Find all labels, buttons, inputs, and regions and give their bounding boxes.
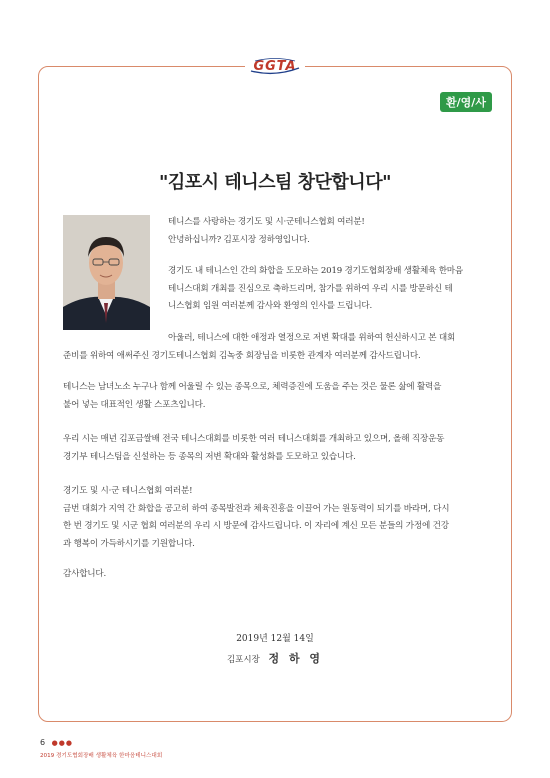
text-line: 감사합니다. (63, 569, 107, 579)
text-line: 불어 넣는 대표적인 생활 스포츠입니다. (63, 399, 206, 410)
paragraph-city (63, 431, 444, 466)
signer-position: 김포시장 (226, 655, 260, 665)
footer-dots: ●●● (51, 739, 73, 747)
text-line: 경기도 내 테니스인 간의 화합을 도모하는 2019 경기도협회장배 생활체육 한마음 (168, 266, 464, 276)
text-line: 아울러, 테니스에 대한 애정과 열정으로 저변 확대를 위하여 헌신하시고 본 대회 (168, 333, 456, 343)
text-line: 우리 시는 매년 김포금쌀배 전국 테니스대회를 비롯한 여러 테니스대회를 개최하고 있으며, 올해 직장운동 (63, 434, 445, 444)
text-line: 금번 대회가 지역 간 화합을 공고히 하여 종목발전과 체육진흥을 이끌어 가는 원동력이 되기를 바라며, 다시 (63, 503, 450, 514)
page-number-line (40, 738, 73, 747)
text-line: 경기부 테니스팀을 신설하는 등 종목의 저변 확대와 활성화를 도모하고 있습니다. (63, 451, 356, 462)
logo-swoosh-icon (245, 55, 305, 77)
text-line: 니스협회 임원 여러분께 감사와 환영의 인사를 드립니다. (168, 301, 373, 311)
text-line: 과 행복이 가득하시기를 기원합니다. (63, 538, 195, 549)
footer-event-name: 2019 경기도협회장배 생활체육 한마음테니스대회 (40, 753, 163, 759)
text-line: 테니스대회 개최를 진심으로 축하드리며, 참가를 위하여 우리 시를 방문하신 테 (168, 283, 453, 294)
paragraph-thanks (63, 330, 455, 365)
ggta-logo (245, 55, 305, 77)
paragraph-greeting (168, 214, 365, 249)
text-line: 경기도 및 시·군 테니스협회 여러분! (63, 486, 193, 496)
text-line: 한 번 경기도 및 시군 협회 여러분의 우리 시 방문에 감사드립니다. 이 자리에 계신 모든 분들의 가정에 건강 (63, 521, 449, 531)
paragraph-congratulation (168, 263, 463, 316)
signer-name: 정 하 영 (268, 652, 324, 665)
mayor-portrait-photo (63, 215, 150, 330)
paragraph-tennis (63, 379, 441, 414)
text-line: 테니스를 사랑하는 경기도 및 시·군테니스협회 여러분! (168, 217, 365, 227)
page-title: "김포시 테니스팀 창단합니다" (159, 172, 391, 193)
text-line: 테니스는 남녀노소 누구나 함께 어울릴 수 있는 종목으로, 체력증진에 도움을 주는 것은 물론 삶에 활력을 (63, 382, 442, 392)
logo-text: GGTA (253, 58, 297, 74)
signature-line (0, 650, 550, 666)
text-line: 준비를 위하여 애써주신 경기도테니스협회 김녹중 회장님을 비롯한 관계자 여러분께 감사드립니다. (63, 350, 421, 361)
page-number: 6 (40, 738, 46, 747)
text-line: 안녕하십니까? 김포시장 정하영입니다. (168, 234, 310, 245)
paragraph-closing (63, 566, 106, 584)
section-tag-welcome: 환/영/사 (440, 92, 492, 112)
letter-date: 2019년 12월 14일 (236, 634, 314, 644)
paragraph-wishes (63, 483, 449, 553)
